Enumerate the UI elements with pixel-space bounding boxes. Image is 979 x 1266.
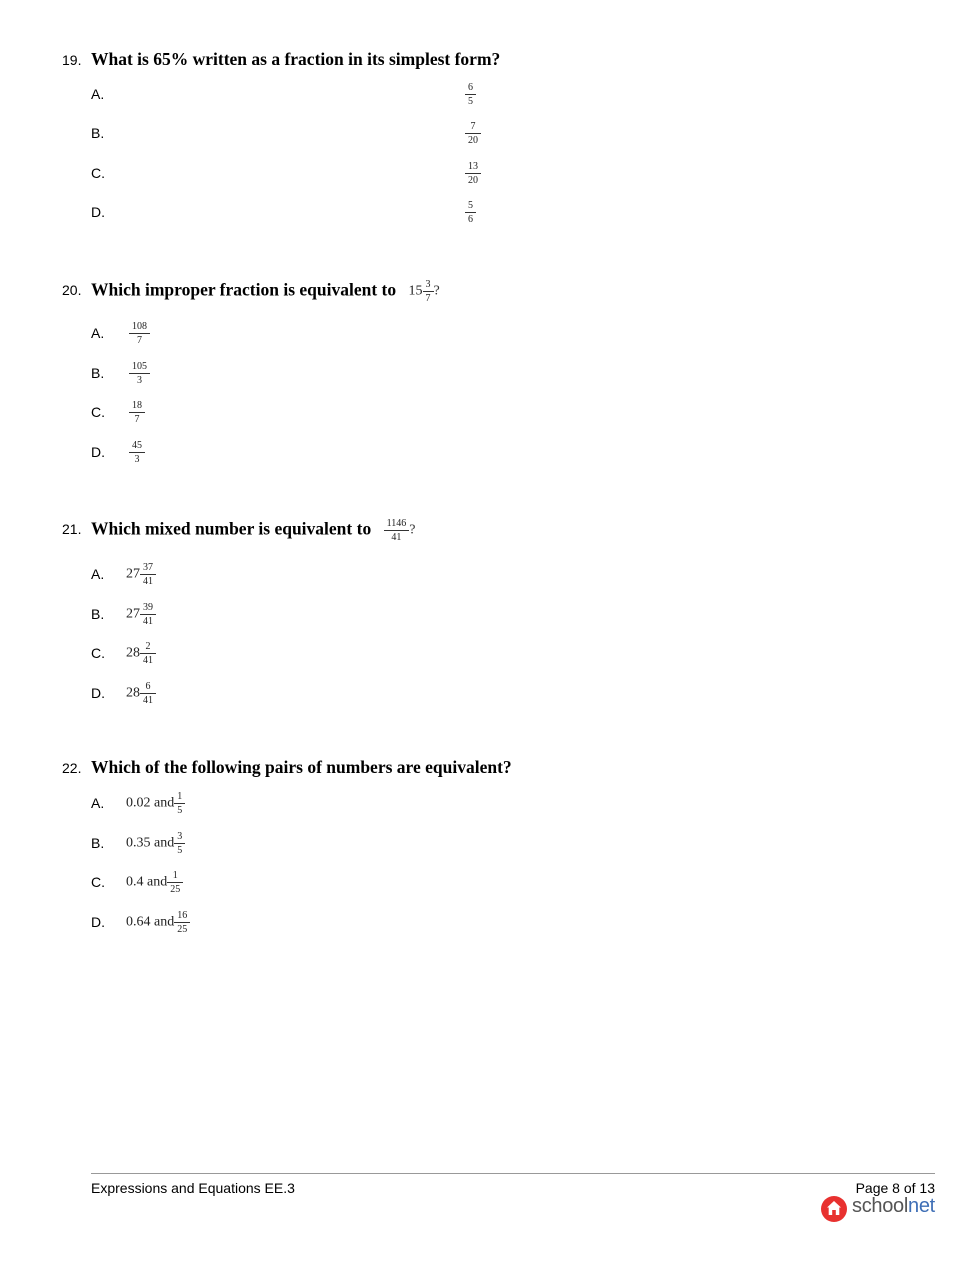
- answer-option-a[interactable]: [91, 321, 691, 361]
- option-letter: C.: [91, 645, 105, 661]
- option-letter: A.: [91, 795, 105, 811]
- logo-wordmark: schoolnet: [852, 1195, 935, 1217]
- option-letter: B.: [91, 125, 105, 141]
- house-icon: [820, 1195, 848, 1223]
- answer-option-d[interactable]: [91, 200, 691, 240]
- answer-option-d[interactable]: [91, 440, 691, 480]
- question-number: 20.: [62, 282, 82, 298]
- answer-option-b[interactable]: [91, 831, 691, 871]
- option-value: 0.4 and $\frac{1}{25}$: [126, 870, 183, 895]
- answer-option-a[interactable]: [91, 82, 691, 122]
- option-value: [465, 161, 481, 186]
- answer-option-c[interactable]: [91, 641, 691, 681]
- question-number: 22.: [62, 760, 82, 776]
- answer-option-d[interactable]: [91, 910, 691, 950]
- question-text: [91, 279, 440, 304]
- option-letter: D.: [91, 914, 105, 930]
- schoolnet-logo: [820, 1195, 940, 1223]
- option-value: 27 $\frac{39}{41}$: [126, 602, 156, 627]
- footer-title: Expressions and Equations EE.3: [91, 1180, 295, 1196]
- option-letter: C.: [91, 874, 105, 890]
- inline-mixed-number: 15 $\frac{3}{7}$ ?: [408, 279, 440, 304]
- question-number: 19.: [62, 52, 82, 68]
- page-number: Page 8 of 13: [855, 1180, 935, 1196]
- option-letter: B.: [91, 365, 105, 381]
- fraction: $\frac{13}{20}$: [465, 161, 481, 186]
- question-text: Which of the following pairs of numbers are equivalent?: [91, 757, 512, 777]
- option-letter: C.: [91, 404, 105, 420]
- option-value: 27 $\frac{37}{41}$: [126, 562, 156, 587]
- option-letter: D.: [91, 204, 105, 220]
- option-value: [465, 82, 476, 107]
- answer-option-c[interactable]: [91, 400, 691, 440]
- option-value: [129, 440, 145, 465]
- option-value: 28 $\frac{6}{41}$: [126, 681, 156, 706]
- question-text: [91, 518, 415, 543]
- question-text-body: Which mixed number is equivalent to: [91, 518, 372, 539]
- option-letter: A.: [91, 325, 105, 341]
- fraction: $\frac{18}{7}$: [129, 400, 145, 425]
- option-value: 0.35 and $\frac{3}{5}$: [126, 831, 185, 856]
- fraction: $\frac{108}{7}$: [129, 321, 150, 346]
- option-value: [129, 361, 150, 386]
- option-letter: C.: [91, 165, 105, 181]
- option-letter: D.: [91, 685, 105, 701]
- answer-option-b[interactable]: [91, 121, 691, 161]
- question-text: What is 65% written as a fraction in its simplest form?: [91, 49, 501, 69]
- option-letter: A.: [91, 566, 105, 582]
- answer-option-a[interactable]: [91, 562, 691, 602]
- question-text-body: Which improper fraction is equivalent to: [91, 279, 397, 300]
- option-letter: B.: [91, 606, 105, 622]
- option-letter: A.: [91, 86, 105, 102]
- option-letter: B.: [91, 835, 105, 851]
- option-value: [129, 321, 150, 346]
- answer-option-c[interactable]: [91, 870, 691, 910]
- option-value: 0.64 and $\frac{16}{25}$: [126, 910, 190, 935]
- option-value: 28 $\frac{2}{41}$: [126, 641, 156, 666]
- option-value: [465, 121, 481, 146]
- answer-option-b[interactable]: [91, 602, 691, 642]
- option-value: [465, 200, 476, 225]
- fraction: $\frac{105}{3}$: [129, 361, 150, 386]
- option-value: [129, 400, 145, 425]
- fraction: $\frac{6}{5}$: [465, 82, 476, 107]
- question-number: 21.: [62, 521, 82, 537]
- answer-option-d[interactable]: [91, 681, 691, 721]
- option-value: 0.02 and $\frac{1}{5}$: [126, 791, 185, 816]
- fraction: $\frac{45}{3}$: [129, 440, 145, 465]
- fraction: $\frac{5}{6}$: [465, 200, 476, 225]
- answer-option-b[interactable]: [91, 361, 691, 401]
- footer-divider: [91, 1173, 935, 1174]
- answer-option-c[interactable]: [91, 161, 691, 201]
- answer-option-a[interactable]: [91, 791, 691, 831]
- option-letter: D.: [91, 444, 105, 460]
- inline-fraction: $\frac{1146}{41}$ ?: [384, 518, 416, 543]
- fraction: $\frac{7}{20}$: [465, 121, 481, 146]
